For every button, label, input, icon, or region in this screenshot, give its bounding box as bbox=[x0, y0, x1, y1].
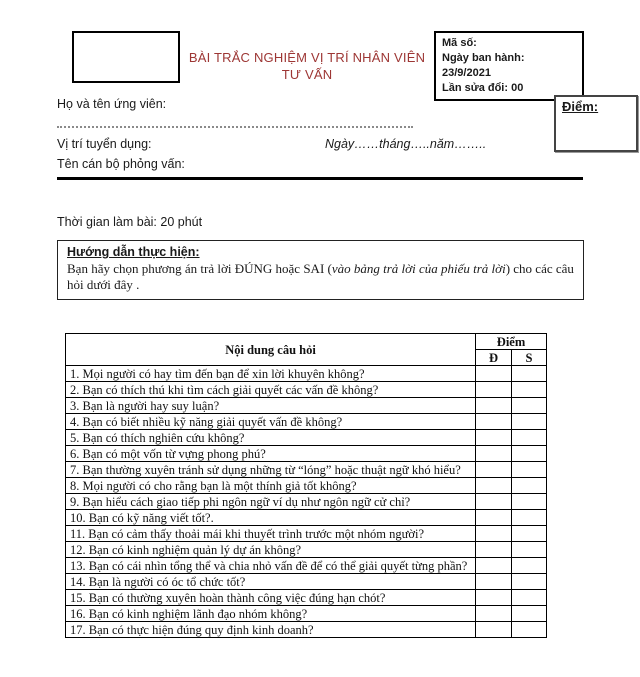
question-row bbox=[66, 462, 547, 478]
question-row bbox=[66, 574, 547, 590]
answer-cell-dung[interactable] bbox=[476, 526, 512, 542]
table-header-false: S bbox=[512, 350, 547, 366]
answer-cell-sai[interactable] bbox=[512, 526, 547, 542]
table-header-true: Đ bbox=[476, 350, 512, 366]
instruction-text-suffix: ) cho các câu hỏi dưới đây . bbox=[67, 261, 574, 292]
question-cell: 11. Bạn có cảm thấy thoải mái khi thuyết trình trước một nhóm người? bbox=[66, 526, 476, 542]
question-cell: 1. Mọi người có hay tìm đến bạn để xin lời khuyên không? bbox=[66, 366, 476, 382]
answer-cell-dung[interactable] bbox=[476, 382, 512, 398]
answer-cell-dung[interactable] bbox=[476, 366, 512, 382]
question-row bbox=[66, 478, 547, 494]
answer-cell-sai[interactable] bbox=[512, 558, 547, 574]
logo-placeholder-box bbox=[72, 31, 180, 83]
question-row bbox=[66, 622, 547, 638]
question-row bbox=[66, 526, 547, 542]
answer-cell-dung[interactable] bbox=[476, 574, 512, 590]
instruction-text-italic: vào bảng trả lời của phiếu trả lời bbox=[331, 261, 506, 276]
answer-cell-sai[interactable] bbox=[512, 590, 547, 606]
question-cell: 6. Bạn có một vốn từ vựng phong phú? bbox=[66, 446, 476, 462]
question-row bbox=[66, 382, 547, 398]
question-cell: 5. Bạn có thích nghiên cứu không? bbox=[66, 430, 476, 446]
answer-cell-sai[interactable] bbox=[512, 366, 547, 382]
question-cell: 8. Mọi người có cho rằng bạn là một thính giả tốt không? bbox=[66, 478, 476, 494]
answer-cell-dung[interactable] bbox=[476, 462, 512, 478]
question-row bbox=[66, 430, 547, 446]
question-table bbox=[65, 333, 547, 638]
answer-cell-dung[interactable] bbox=[476, 510, 512, 526]
answer-cell-dung[interactable] bbox=[476, 558, 512, 574]
question-cell: 14. Bạn là người có óc tổ chức tốt? bbox=[66, 574, 476, 590]
answer-cell-dung[interactable] bbox=[476, 542, 512, 558]
answer-cell-sai[interactable] bbox=[512, 606, 547, 622]
instruction-body bbox=[67, 261, 574, 293]
answer-cell-dung[interactable] bbox=[476, 414, 512, 430]
question-row bbox=[66, 494, 547, 510]
question-cell: 13. Bạn có cái nhìn tổng thể và chia nhỏ vấn đề để có thể giải quyết từng phần? bbox=[66, 558, 476, 574]
answer-cell-sai[interactable] bbox=[512, 446, 547, 462]
question-row bbox=[66, 590, 547, 606]
question-row bbox=[66, 446, 547, 462]
duration-label: Thời gian làm bài: 20 phút bbox=[57, 215, 203, 229]
position-label: Vị trí tuyển dụng: bbox=[57, 137, 152, 151]
form-header bbox=[72, 31, 584, 101]
question-row bbox=[66, 398, 547, 414]
answer-cell-dung[interactable] bbox=[476, 622, 512, 638]
question-cell: 17. Bạn có thực hiện đúng quy định kinh doanh? bbox=[66, 622, 476, 638]
score-label: Điểm: bbox=[562, 99, 599, 114]
question-row bbox=[66, 542, 547, 558]
question-row bbox=[66, 606, 547, 622]
candidate-section bbox=[57, 94, 599, 180]
answer-cell-dung[interactable] bbox=[476, 494, 512, 510]
date-fill-label[interactable]: Ngày……tháng…..năm…….. bbox=[325, 137, 487, 151]
question-row bbox=[66, 510, 547, 526]
doc-revision: Lần sửa đổi: 00 bbox=[442, 82, 524, 94]
answer-cell-dung[interactable] bbox=[476, 590, 512, 606]
interviewer-label: Tên cán bộ phỏng vấn: bbox=[57, 157, 185, 171]
form-title-line2: TƯ VẤN bbox=[281, 67, 333, 82]
question-rows bbox=[66, 366, 547, 638]
section-divider-rule bbox=[57, 177, 583, 180]
form-title-line1: BÀI TRẮC NGHIỆM VỊ TRÍ NHÂN VIÊN bbox=[188, 50, 426, 65]
question-cell: 4. Bạn có biết nhiều kỹ năng giải quyết vấn đề không? bbox=[66, 414, 476, 430]
question-cell: 2. Bạn có thích thú khi tìm cách giải quyết các vấn đề không? bbox=[66, 382, 476, 398]
instruction-heading: Hướng dẫn thực hiện: bbox=[67, 245, 200, 259]
answer-cell-dung[interactable] bbox=[476, 430, 512, 446]
table-header-question: Nội dung câu hỏi bbox=[66, 334, 476, 366]
question-cell: 7. Bạn thường xuyên tránh sử dụng những từ “lóng” hoặc thuật ngữ khó hiểu? bbox=[66, 462, 476, 478]
answer-cell-sai[interactable] bbox=[512, 574, 547, 590]
answer-cell-sai[interactable] bbox=[512, 398, 547, 414]
question-cell: 12. Bạn có kinh nghiệm quản lý dự án không? bbox=[66, 542, 476, 558]
question-cell: 9. Bạn hiểu cách giao tiếp phi ngôn ngữ ví dụ như ngôn ngữ cử chỉ? bbox=[66, 494, 476, 510]
answer-cell-sai[interactable] bbox=[512, 622, 547, 638]
candidate-name-label: Họ và tên ứng viên: bbox=[57, 97, 167, 111]
answer-cell-sai[interactable] bbox=[512, 430, 547, 446]
table-header-score: Điểm bbox=[476, 334, 547, 350]
candidate-name-fill-line[interactable] bbox=[57, 114, 413, 128]
question-cell: 15. Bạn có thường xuyên hoàn thành công việc đúng hạn chót? bbox=[66, 590, 476, 606]
answer-cell-sai[interactable] bbox=[512, 478, 547, 494]
instruction-box bbox=[57, 240, 584, 300]
question-cell: 16. Bạn có kinh nghiệm lãnh đạo nhóm không? bbox=[66, 606, 476, 622]
question-cell: 3. Bạn là người hay suy luận? bbox=[66, 398, 476, 414]
answer-cell-dung[interactable] bbox=[476, 606, 512, 622]
answer-cell-sai[interactable] bbox=[512, 494, 547, 510]
answer-cell-sai[interactable] bbox=[512, 382, 547, 398]
answer-cell-sai[interactable] bbox=[512, 414, 547, 430]
answer-cell-sai[interactable] bbox=[512, 510, 547, 526]
doc-info-box bbox=[434, 31, 584, 101]
question-row bbox=[66, 414, 547, 430]
doc-issue-date: Ngày ban hành: 23/9/2021 bbox=[442, 52, 525, 79]
score-box[interactable] bbox=[554, 95, 638, 152]
question-row bbox=[66, 558, 547, 574]
instruction-text-prefix: Bạn hãy chọn phương án trả lời ĐÚNG hoặc SAI ( bbox=[67, 261, 332, 276]
question-row bbox=[66, 366, 547, 382]
answer-cell-dung[interactable] bbox=[476, 478, 512, 494]
form-title bbox=[180, 31, 434, 101]
answer-cell-dung[interactable] bbox=[476, 446, 512, 462]
answer-cell-dung[interactable] bbox=[476, 398, 512, 414]
answer-cell-sai[interactable] bbox=[512, 542, 547, 558]
doc-code-label: Mã số: bbox=[442, 37, 477, 49]
answer-cell-sai[interactable] bbox=[512, 462, 547, 478]
question-cell: 10. Bạn có kỹ năng viết tốt?. bbox=[66, 510, 476, 526]
